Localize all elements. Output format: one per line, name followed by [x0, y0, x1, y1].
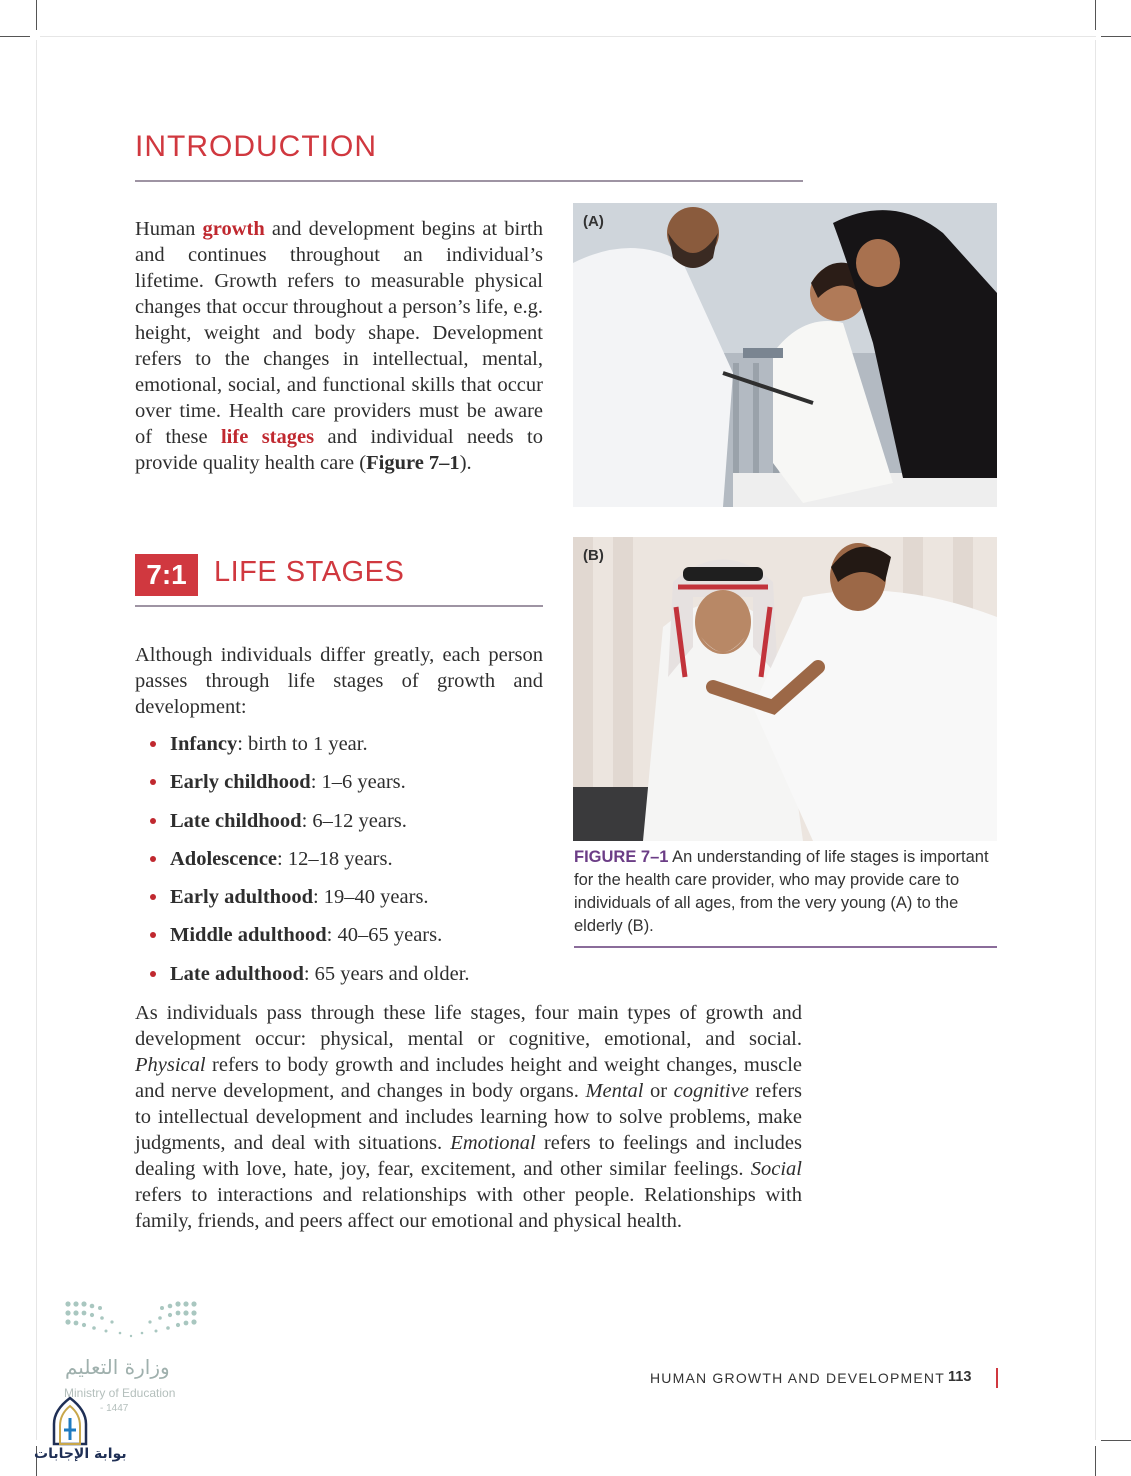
- figure-caption: [574, 846, 996, 938]
- intro-heading: INTRODUCTION: [135, 130, 377, 163]
- term-emotional: Emotional: [450, 1132, 536, 1154]
- crop-mark: [1095, 0, 1096, 30]
- stage-range: : birth to 1 year.: [237, 733, 368, 755]
- list-item: [150, 961, 570, 999]
- ministry-logo-year: - 1447: [100, 1403, 129, 1414]
- bullet-icon: [150, 741, 156, 747]
- ministry-dots-logo-icon: [62, 1298, 202, 1340]
- bullet-icon: [150, 856, 156, 862]
- page-number: 113: [948, 1369, 972, 1385]
- term-cognitive: cognitive: [673, 1080, 749, 1102]
- intro-text: ).: [459, 452, 472, 474]
- page-edge: [1095, 40, 1096, 1440]
- section-lead-paragraph: Although individuals differ greatly, each person passes through life stages of growth and development:: [135, 644, 543, 718]
- running-footer-chapter: HUMAN GROWTH AND DEVELOPMENT: [650, 1370, 945, 1386]
- list-item: [150, 769, 570, 807]
- section-heading: LIFE STAGES: [214, 556, 405, 588]
- stage-name: Early childhood: [170, 771, 311, 794]
- intro-text: and individual needs to provide quality health care (: [135, 426, 543, 474]
- paragraph-text: refers to intellectual development and includes learning how to solve problems, make judgments, and deal with situations.: [135, 1080, 803, 1154]
- figure-photo-b: [573, 537, 997, 841]
- life-stage-list: [150, 731, 570, 999]
- bullet-icon: [150, 894, 156, 900]
- paragraph-text: As individuals pass through these life stages, four main types of growth and development occur: physical, mental or cognitive, emotional, and social.: [135, 1002, 802, 1050]
- bullet-icon: [150, 779, 156, 785]
- paragraph-text: refers to interactions and relationships with other people. Relationships with family, friends, and peers affect our emotional and physical health.: [135, 1184, 802, 1232]
- photo-b-label: (B): [583, 547, 604, 564]
- stage-range: : 12–18 years.: [277, 847, 393, 870]
- stage-name: Adolescence: [170, 847, 278, 870]
- footer-accent-bar: [996, 1368, 998, 1388]
- figure-photo-a: [573, 203, 997, 507]
- stage-name: Middle adulthood: [170, 924, 327, 947]
- growth-types-paragraph: [135, 1000, 802, 1234]
- stage-name: Late childhood: [170, 809, 302, 832]
- stage-name: Late adulthood: [170, 962, 304, 985]
- stage-name: Early adulthood: [170, 886, 313, 909]
- watermark-text: بوابة الإجابات: [34, 1446, 127, 1462]
- paragraph-text: or: [643, 1080, 674, 1102]
- stage-range: : 1–6 years.: [310, 771, 406, 794]
- ministry-logo-english: Ministry of Education: [64, 1386, 176, 1400]
- paragraph-text: refers to body growth and includes height and weight changes, muscle and nerve development, and changes in body organs.: [135, 1054, 802, 1102]
- page-edge: [36, 40, 37, 1440]
- photo-b-illustration: [573, 537, 997, 841]
- key-term-growth: growth: [202, 218, 265, 240]
- crop-mark: [36, 0, 37, 30]
- mosque-logo-icon: [48, 1396, 92, 1446]
- list-item: [150, 884, 570, 922]
- crop-mark: [1101, 36, 1131, 37]
- crop-mark: [0, 36, 30, 37]
- key-term-life-stages: life stages: [220, 426, 315, 448]
- photo-a-illustration: [573, 203, 997, 507]
- crop-mark: [1101, 1440, 1131, 1441]
- list-item: [150, 846, 570, 884]
- crop-mark: [1095, 1446, 1096, 1476]
- stage-range: : 19–40 years.: [312, 886, 429, 909]
- bullet-icon: [150, 932, 156, 938]
- caption-divider: [574, 946, 997, 948]
- stage-name: Infancy: [170, 733, 238, 755]
- term-social: Social: [750, 1158, 802, 1180]
- bullet-icon: [150, 971, 156, 977]
- intro-text: Human: [135, 218, 203, 240]
- list-item: [150, 731, 570, 769]
- stage-range: : 65 years and older.: [303, 962, 470, 985]
- stage-range: : 40–65 years.: [326, 924, 443, 947]
- list-item: [150, 922, 570, 960]
- bullet-icon: [150, 818, 156, 824]
- intro-text: and development begins at birth and continues throughout an individual’s lifetime. Growth refers to measurable physical changes that occur throughout a person’s life, e.g. height, weight and body shape. Development refers to the changes in intellectual, mental, emotional, social, and functional skills that occur over time. Health care providers must be aware of these: [135, 218, 543, 448]
- paragraph-text: refers to feelings and includes dealing with love, hate, joy, fear, excitement, and other similar feelings.: [135, 1132, 802, 1180]
- section-number-badge: 7:1: [135, 554, 198, 596]
- stage-range: : 6–12 years.: [301, 809, 407, 832]
- list-item: [150, 808, 570, 846]
- term-physical: Physical: [135, 1054, 206, 1076]
- term-mental: Mental: [585, 1080, 644, 1102]
- ministry-logo-arabic: وزارة التعليم: [65, 1355, 170, 1379]
- intro-divider: [135, 180, 803, 182]
- photo-a-label: (A): [583, 213, 604, 230]
- page-edge: [40, 36, 1096, 37]
- figure-caption-text: An understanding of life stages is important for the health care provider, who may provide care to individuals of all ages, from the very young (A) to the elderly (B).: [574, 848, 989, 935]
- figure-caption-label: FIGURE 7–1: [574, 848, 669, 866]
- figure-reference: Figure 7–1: [366, 452, 460, 474]
- section-divider: [135, 605, 543, 607]
- intro-paragraph: [135, 216, 543, 476]
